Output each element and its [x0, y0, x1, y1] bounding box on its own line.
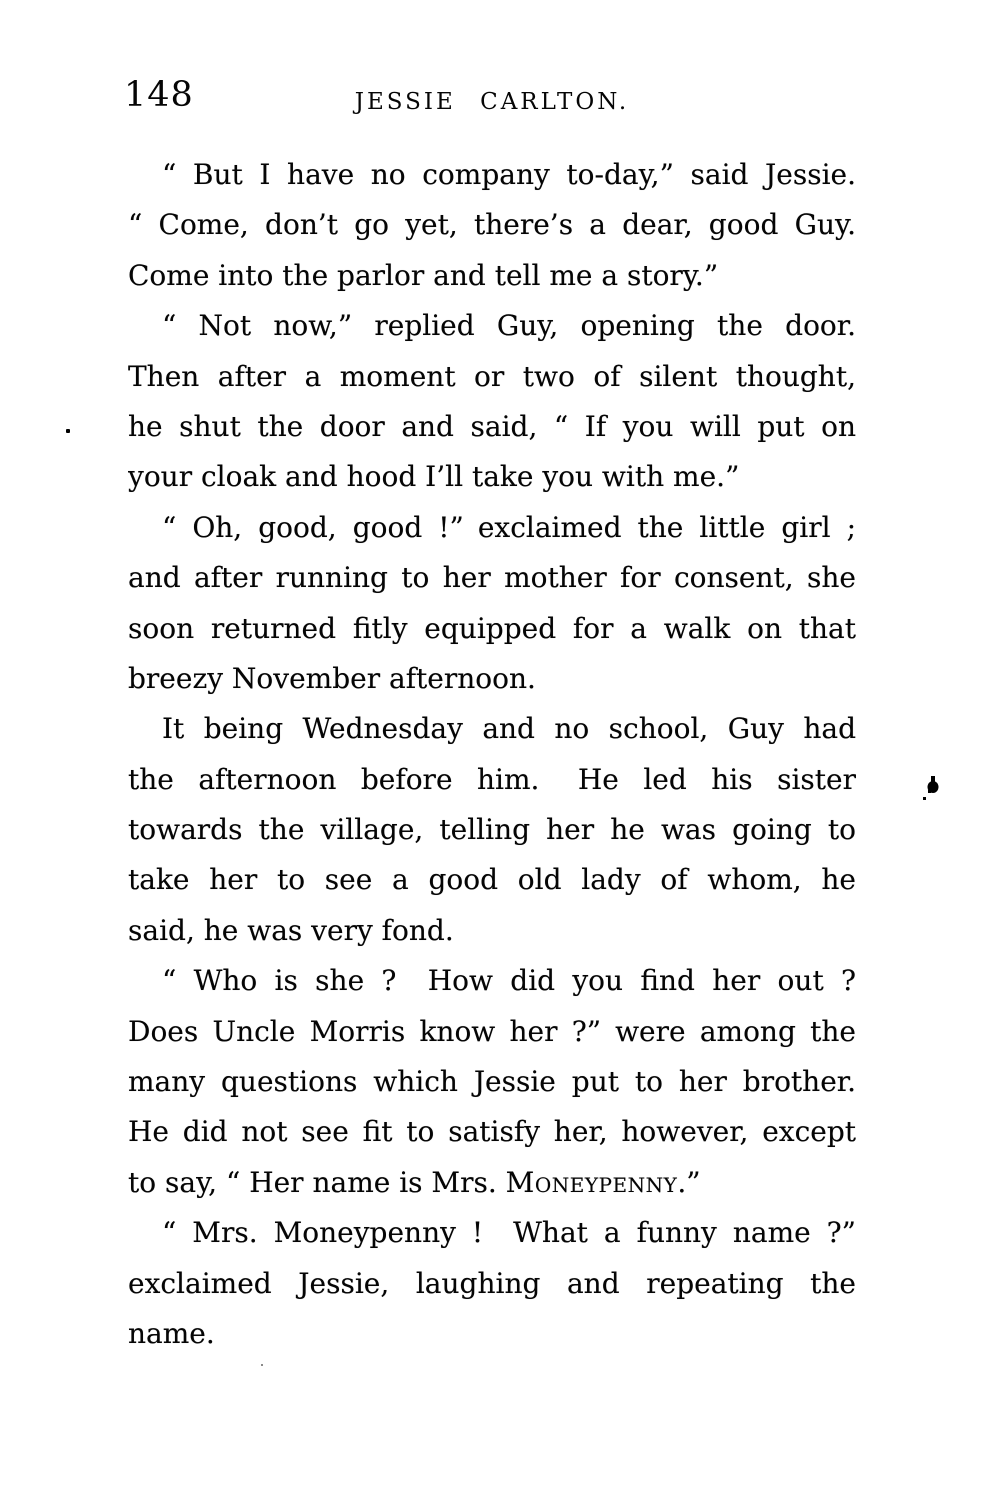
text-line: “ Not now,” replied Guy, opening the door. — [162, 309, 856, 343]
text-line: breezy November afternoon. — [128, 661, 536, 695]
text-line: take her to see a good old lady of whom, he — [128, 863, 856, 897]
text-line: said, he was very fond. — [128, 913, 454, 947]
text-line — [128, 1158, 856, 1208]
ink-speck-faint — [261, 1364, 263, 1366]
text-line: towards the village, telling her he was going to — [128, 813, 856, 847]
text-line: “ Oh, good, good !” exclaimed the little girl ; — [162, 510, 856, 544]
text-segment: to say, “ Her name is Mrs. — [128, 1165, 506, 1199]
text-segment: .” — [677, 1165, 701, 1199]
ink-speck — [66, 429, 70, 433]
text-line: many questions which Jessie put to her brother. — [128, 1065, 856, 1099]
text-line: he shut the door and said, “ If you will put on — [128, 409, 856, 443]
running-title: JESSIE CARLTON. — [354, 89, 630, 115]
text-line: He did not see fit to satisfy her, however, except — [128, 1115, 856, 1149]
text-line: Then after a moment or two of silent thought, — [128, 359, 856, 393]
text-line: “ Mrs. Moneypenny ! What a funny name ?” — [162, 1216, 856, 1250]
text-line: Come into the parlor and tell me a story.” — [128, 258, 719, 292]
text-line: name. — [128, 1316, 215, 1350]
text-segment-smallcaps: Moneypenny — [505, 1165, 678, 1199]
text-line: It being Wednesday and no school, Guy had — [162, 712, 856, 746]
text-line: Does Uncle Morris know her ?” were among the — [128, 1014, 856, 1048]
ink-blot-icon — [922, 775, 944, 803]
text-line: the afternoon before him. He led his sister — [128, 762, 856, 796]
text-line: exclaimed Jessie, laughing and repeating the — [128, 1266, 856, 1300]
text-line: and after running to her mother for consent, she — [128, 561, 856, 595]
text-line: “ Who is she ? How did you find her out ? — [162, 964, 856, 998]
text-line: “ But I have no company to-day,” said Jessie. — [162, 158, 856, 191]
text-block — [128, 150, 856, 1359]
text-line: your cloak and hood I’ll take you with me.” — [128, 460, 740, 494]
text-line: “ Come, don’t go yet, there’s a dear, good Guy. — [128, 208, 856, 242]
page-number: 148 — [124, 75, 194, 115]
text-line: soon returned fitly equipped for a walk on that — [128, 611, 856, 645]
